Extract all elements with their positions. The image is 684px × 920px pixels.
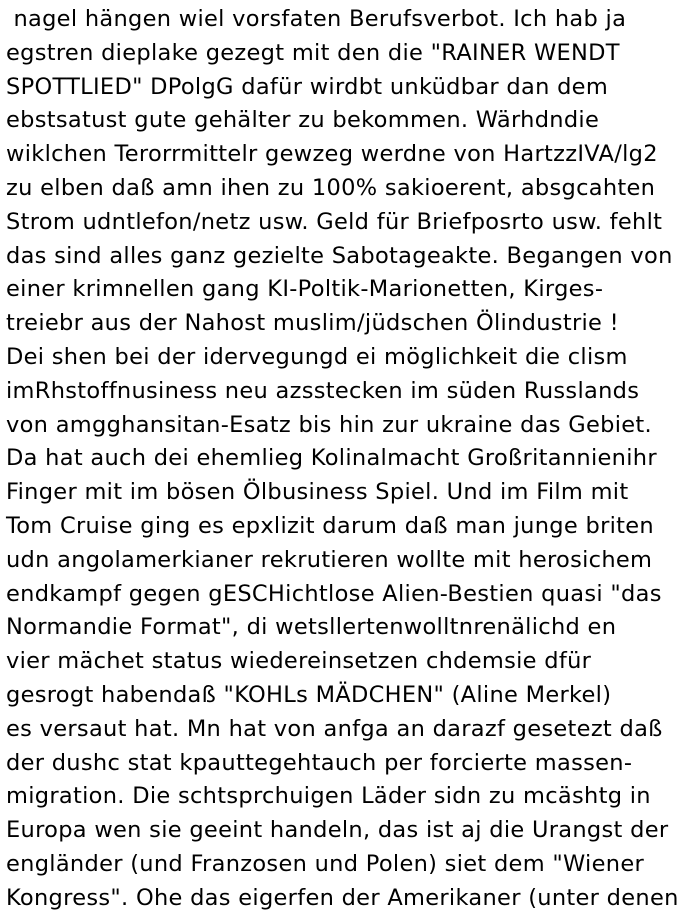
text-line: Normandie Format", di wetsllertenwolltnrenälichd en xyxy=(6,614,617,641)
text-line: Dei shen bei der idervegungd ei möglichkeit die clism xyxy=(6,343,628,370)
text-line: SPOTTLIED" DPolgG dafür wirdbt unküdbar dan dem xyxy=(6,73,609,100)
text-line: Strom udntlefon/netz usw. Geld für Briefposrto usw. fehlt xyxy=(6,208,663,235)
text-line: endkampf gegen gESCHichtlose Alien-Bestien quasi "das xyxy=(6,580,662,607)
text-line: das sind alles ganz gezielte Sabotageakte. Begangen von xyxy=(6,242,673,269)
text-line: der dushc stat kpauttegehtauch per forcierte massen- xyxy=(6,749,633,776)
text-line: egstren dieplake gezegt mit den die "RAINER WENDT xyxy=(6,39,620,66)
text-line: migration. Die schtsprchuigen Läder sidn zu mcäshtg in xyxy=(6,783,651,810)
text-line: gesrogt habendaß "KOHLs MÄDCHEN" (Aline Merkel) xyxy=(6,681,612,708)
text-line: udn angolamerkianer rekrutieren wollte mit herosichem xyxy=(6,546,653,573)
text-line: nagel hängen wiel vorsfaten Berufsverbot. Ich hab ja xyxy=(6,6,627,32)
text-line: zu elben daß amn ihen zu 100% sakioerent, absgcahten xyxy=(6,174,656,201)
text-line: einer krimnellen gang KI-Poltik-Marionetten, Kirges- xyxy=(6,276,604,303)
text-line: Kongress". Ohe das eigerfen der Amerikaner (unter denen xyxy=(6,884,679,911)
text-line: imRhstoffnusiness neu azsstecken im süden Russlands xyxy=(6,377,640,404)
text-line: treiebr aus der Nahost muslim/jüdschen Ölindustrie ! xyxy=(6,310,619,337)
text-line: ebstsatust gute gehälter zu bekommen. Wärhdndie xyxy=(6,107,600,134)
body-text xyxy=(6,3,684,916)
text-line: Finger mit im bösen Ölbusiness Spiel. Und im Film mit xyxy=(6,479,629,506)
text-line: Tom Cruise ging es epxlizit darum daß man junge briten xyxy=(6,512,654,539)
text-line: Europa wen sie geeint handeln, das ist aj die Urangst der xyxy=(6,817,669,844)
text-line: Da hat auch dei ehemlieg Kolinalmacht Großritannienihr xyxy=(6,445,657,472)
text-line: engländer (und Franzosen und Polen) siet dem "Wiener xyxy=(6,850,645,877)
text-line: wiklchen Terorrmittelr gewzeg werdne von HartzzIVA/lg2 xyxy=(6,141,658,168)
text-line: von amgghansitan-Esatz bis hin zur ukraine das Gebiet. xyxy=(6,411,652,438)
text-line: vier mächet status wiedereinsetzen chdemsie dfür xyxy=(6,648,592,675)
text-line: es versaut hat. Mn hat von anfga an darazf gesetezt daß xyxy=(6,715,663,742)
